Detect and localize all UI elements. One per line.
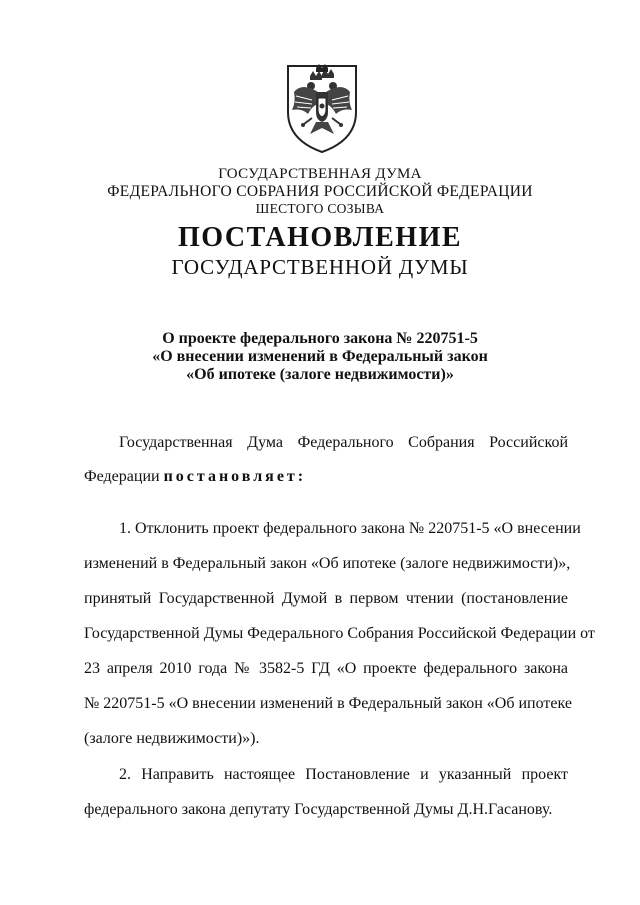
document-issuer: ГОСУДАРСТВЕННОЙ ДУМЫ (171, 255, 469, 279)
item1-line: изменений в Федеральный закон «Об ипотеке (залоге недвижимости)», (84, 555, 571, 572)
item1-line: (залоге недвижимости)»). (84, 730, 260, 747)
item2-line: федерального закона депутату Государственной Думы Д.Н.Гасанову. (84, 801, 553, 818)
item1-line: 1. Отклонить проект федерального закона № 220751-5 «О внесении (119, 520, 581, 537)
header-line-duma: ГОСУДАРСТВЕННАЯ ДУМА (218, 166, 422, 182)
header-line-federal-assembly: ФЕДЕРАЛЬНОГО СОБРАНИЯ РОССИЙСКОЙ ФЕДЕРАЦИИ (107, 183, 533, 200)
subject-line-2: «О внесении изменений в Федеральный закон (152, 348, 488, 365)
subject-line-1: О проекте федерального закона № 220751-5 (162, 330, 478, 347)
item1-line: Государственной Думы Федерального Собрания Российской Федерации от (84, 625, 595, 642)
item1-line: 23 апреля 2010 года № 3582-5 ГД «О проекте федерального закона (84, 660, 568, 677)
preamble-line-2 (84, 468, 568, 486)
subject-line-3: «Об ипотеке (залоге недвижимости)» (186, 366, 454, 383)
preamble-subject: Федерации (84, 468, 164, 485)
document-type-title: ПОСТАНОВЛЕНИЕ (177, 222, 463, 253)
russian-coat-of-arms-emblem (282, 62, 362, 156)
item2-line: 2. Направить настоящее Постановление и указанный проект (119, 766, 568, 783)
item1-line: принятый Государственной Думой в первом чтении (постановление (84, 590, 568, 607)
header-line-convocation: ШЕСТОГО СОЗЫВА (255, 201, 385, 216)
item1-line: № 220751-5 «О внесении изменений в Федеральный закон «Об ипотеке (84, 695, 572, 712)
preamble-verb: постановляет: (163, 468, 307, 485)
preamble-line-1: Государственная Дума Федерального Собрания Российской (119, 434, 568, 451)
